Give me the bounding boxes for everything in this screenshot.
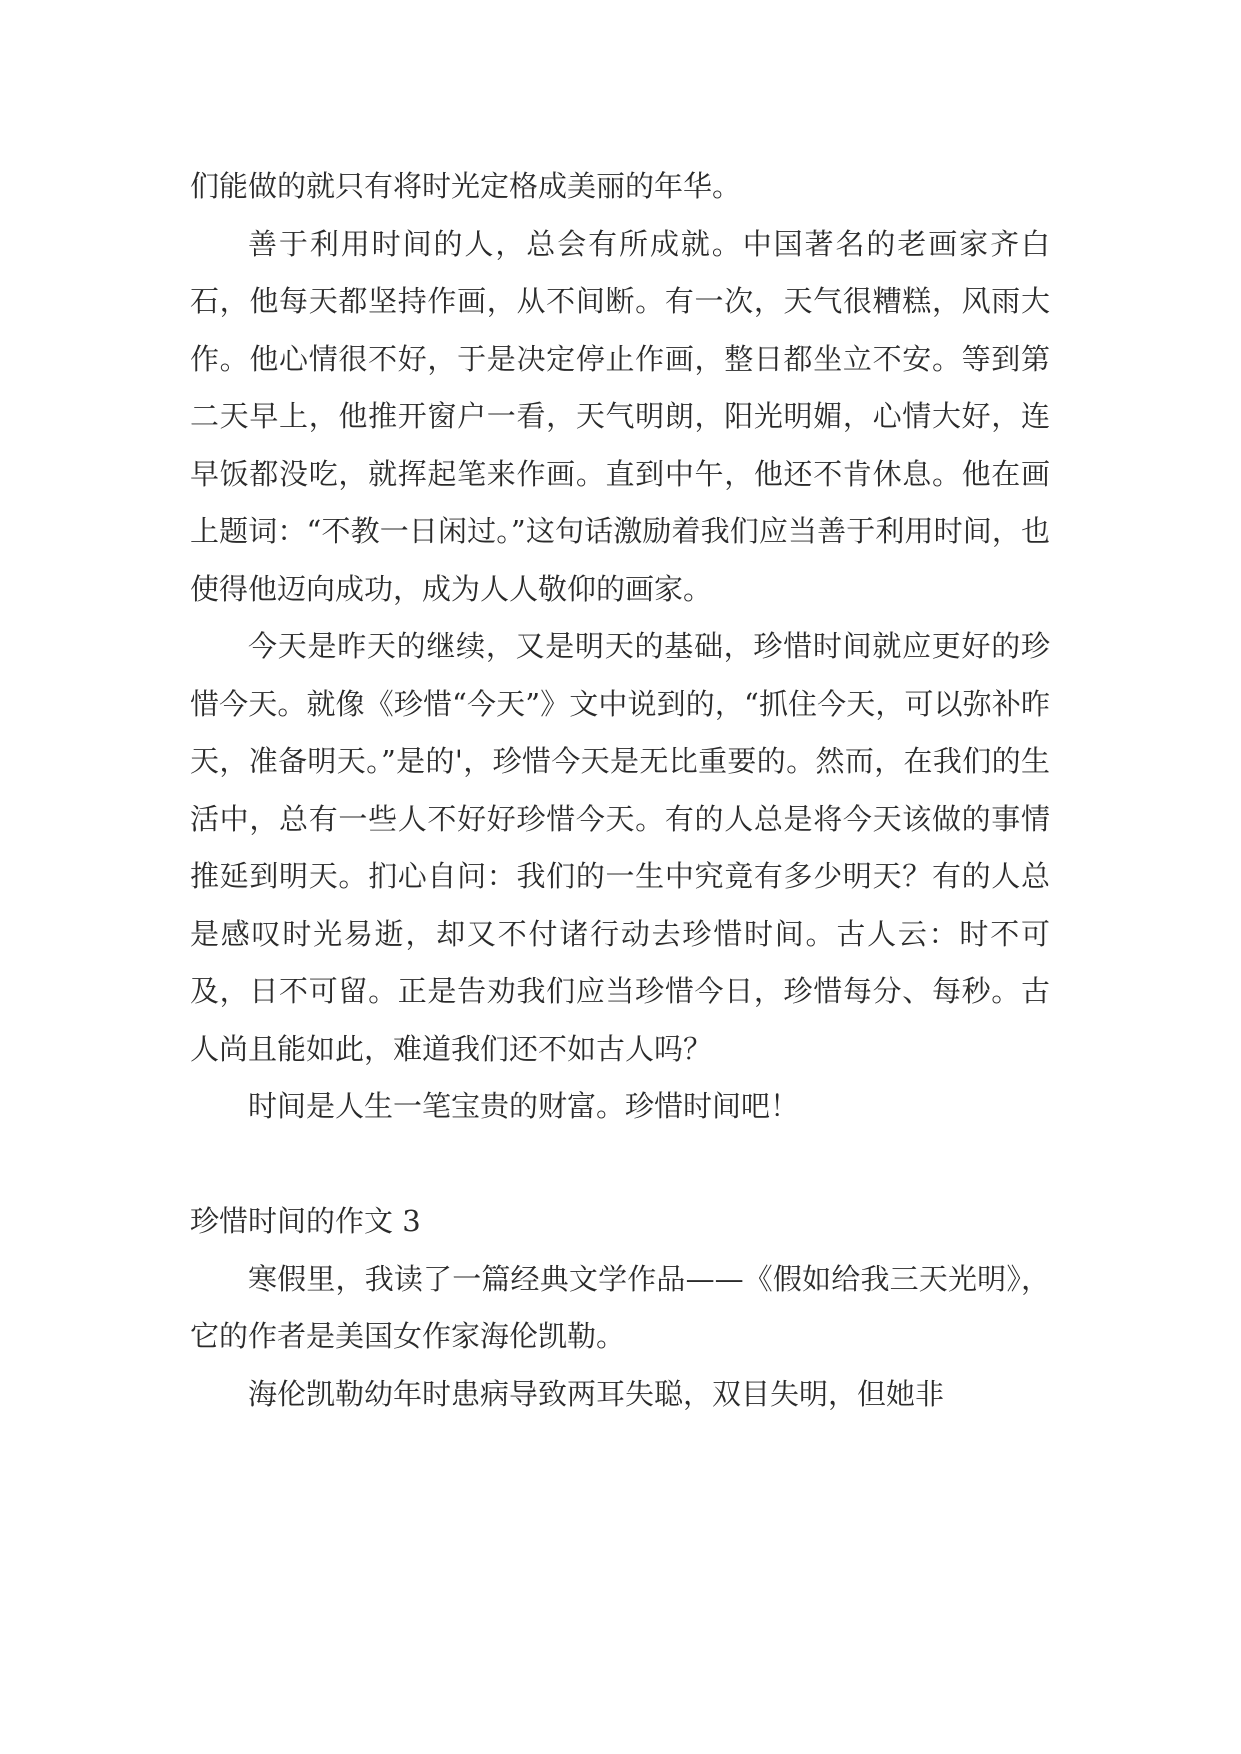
paragraph-continuation: 们能做的就只有将时光定格成美丽的年华。 bbox=[190, 169, 742, 203]
document-body bbox=[190, 158, 1050, 1423]
section-title: 珍惜时间的作文 3 bbox=[190, 1204, 421, 1238]
paragraph-winter-reading: 寒假里，我读了一篇经典文学作品——《假如给我三天光明》，它的作者是美国女作家海伦凯勒。 bbox=[190, 1261, 1050, 1353]
paragraph-helen-keller: 海伦凯勒幼年时患病导致两耳失聪，双目失明，但她非 bbox=[248, 1376, 945, 1411]
paragraph-conclusion: 时间是人生一笔宝贵的财富。珍惜时间吧！ bbox=[248, 1089, 800, 1123]
paragraph-cherish-today: 今天是昨天的继续，又是明天的基础，珍惜时间就应更好的珍惜今天。就像《珍惜“今天”》文中说到的，“抓住今天，可以弥补昨天，准备明天。”是的'，珍惜今天是无比重要的。然而，在我们的生活中，总有一些人不好好珍惜今天。有的人总是将今天该做的事情推延到明天。扪心自问：我们的一生中究竟有多少明天？有的人总是感叹时光易逝，却又不付诸行动去珍惜时间。古人云：时不可及，日不可留。正是告劝我们应当珍惜今日，珍惜每分、每秒。古人尚且能如此，难道我们还不如古人吗？ bbox=[190, 629, 1050, 1066]
paragraph-qi-baishi: 善于利用时间的人，总会有所成就。中国著名的老画家齐白石，他每天都坚持作画，从不间断。有一次，天气很糟糕，风雨大作。他心情很不好，于是决定停止作画，整日都坐立不安。等到第二天早上，他推开窗户一看，天气明朗，阳光明媚，心情大好，连早饭都没吃，就挥起笔来作画。直到中午，他还不肯休息。他在画上题词：“不教一日闲过。”这句话激励着我们应当善于利用时间，也使得他迈向成功，成为人人敬仰的画家。 bbox=[190, 226, 1050, 606]
